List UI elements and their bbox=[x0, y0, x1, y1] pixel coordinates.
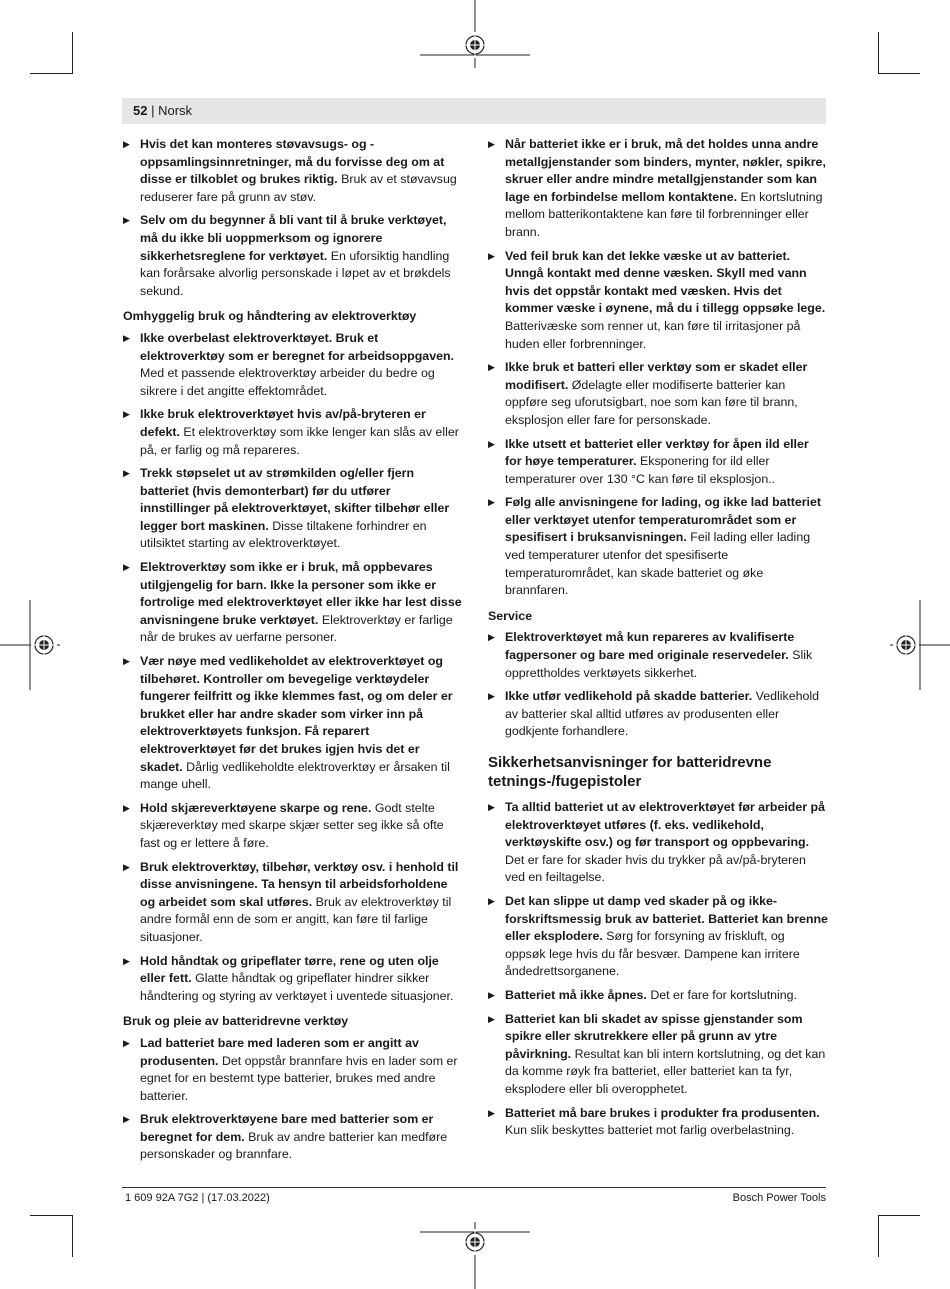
bullet-normal-text: Disse tiltakene forhindrer en utilsiktet starting av elektroverktøyet. bbox=[140, 518, 427, 551]
bullet-normal-text: Kun slik beskyttes batteriet mot farlig overbelastning. bbox=[505, 1123, 795, 1138]
bullet-item bbox=[488, 248, 828, 354]
bullet-normal-text: Feil lading eller lading ved temperaturer utenfor det spesifiserte temperaturområdet, kan skade batteriet og øke brannfaren. bbox=[505, 530, 811, 598]
right-column bbox=[488, 136, 828, 1146]
bullet-item bbox=[123, 800, 463, 853]
section-heading: Service bbox=[488, 608, 533, 623]
bullet-bold-text: Bruk elektroverktøy, tilbehør, verktøy osv. i henhold til disse anvisningene. Ta hensyn til arbeidsforholdene og arbeidet som skal utføres. bbox=[140, 859, 459, 909]
crop-mark bbox=[878, 73, 920, 74]
footer-brand: Bosch Power Tools bbox=[732, 1192, 826, 1204]
page-header bbox=[133, 103, 192, 119]
bullet-bold-text: Hold skjæreverktøyene skarpe og rene. bbox=[140, 800, 372, 815]
bullet-bold-text: Ikke bruk elektroverktøyet hvis av/på-bryteren er defekt. bbox=[140, 407, 426, 439]
bullet-item bbox=[123, 212, 463, 300]
bullet-normal-text: Resultat kan bli intern kortslutning, og det kan da komme røyk fra batteriet, eller batteriet kan ta fyr, eksplodere eller bli overopphetet. bbox=[505, 1046, 826, 1096]
bullet-normal-text: Et elektroverktøy som ikke lenger kan slås av eller på, er farlig og må repareres. bbox=[140, 424, 459, 457]
registration-mark-icon bbox=[0, 600, 70, 690]
bullet-normal-text: Vedlikehold av batterier skal alltid utføres av produsenten eller godkjente forhandlere. bbox=[505, 689, 820, 739]
bullet-item bbox=[488, 629, 828, 682]
bullet-normal-text: Batterivæske som renner ut, kan føre til irritasjoner på huden eller forbrenninger. bbox=[505, 318, 801, 351]
bullet-normal-text: Eksponering for ild eller temperaturer over 130 °C kan føre til eksplosjon.. bbox=[505, 454, 776, 486]
bullet-bold-text: Ikke overbelast elektroverktøyet. Bruk et elektroverktøy som er beregnet for arbeidsoppgaven. bbox=[140, 330, 454, 363]
bullet-item bbox=[123, 406, 463, 459]
bullet-item bbox=[488, 494, 828, 600]
bullet-item bbox=[488, 1011, 828, 1099]
bullet-normal-text: Elektroverktøy er farlige når de brukes av uerfarne personer. bbox=[140, 612, 453, 645]
bullet-bold-text: Ikke bruk et batteri eller verktøy som er skadet eller modifisert. bbox=[505, 360, 808, 392]
bullet-bold-text: Det kan slippe ut damp ved skader på og ikke-forskriftsmessig bruk av batteriet. Batteriet kan brenne eller eksplodere. bbox=[505, 893, 828, 944]
bullet-normal-text: Bruk av elektroverktøy til andre formål enn de som er angitt, kan føre til farlige situasjoner. bbox=[140, 894, 452, 944]
bullet-bold-text: Hold håndtak og gripeflater tørre, rene og uten olje eller fett. bbox=[140, 953, 439, 986]
bullet-item bbox=[488, 987, 828, 1005]
bullet-bold-text: Lad batteriet bare med laderen som er angitt av produsenten. bbox=[140, 1035, 419, 1068]
bullet-normal-text: Det oppstår brannfare hvis en lader som er egnet for en bestemt type batterier, brukes med andre batterier. bbox=[140, 1053, 458, 1103]
bullet-item bbox=[488, 136, 828, 242]
bullet-normal-text: En kortslutning mellom batterikontaktene kan føre til forbrenninger eller brann. bbox=[505, 189, 823, 239]
bullet-normal-text: Slik opprettholdes verktøyets sikkerhet. bbox=[505, 648, 813, 680]
bullet-bold-text: Batteriet kan bli skadet av spisse gjenstander som spikre eller skrutrekkere eller på grunn av ytre påvirkning. bbox=[505, 1011, 803, 1061]
bullet-item bbox=[123, 136, 463, 206]
bullet-normal-text: Det er fare for kortslutning. bbox=[650, 987, 798, 1002]
registration-mark-icon bbox=[420, 0, 530, 80]
crop-mark bbox=[30, 73, 72, 74]
crop-mark bbox=[72, 1215, 73, 1257]
header-separator: | bbox=[147, 103, 159, 118]
bullet-item bbox=[488, 688, 828, 741]
bullet-bold-text: Vær nøye med vedlikeholdet av elektroverktøyet og tilbehøret. Kontroller om bevegelige verktøydeler fungerer feilfritt og ikke klemmes fast, og om deler er brukket eller har andre skader som virker inn på elektroverktøyets funksjon. Få reparert elektroverktøyet før det brukes igjen hvis det er skadet. bbox=[140, 654, 453, 774]
bullet-normal-text: Det er fare for skader hvis du trykker på av/på-bryteren ved en feiltagelse. bbox=[505, 852, 806, 885]
bullet-item bbox=[488, 893, 828, 981]
page-number: 52 bbox=[133, 103, 148, 118]
bullet-normal-text: Dårlig vedlikeholdte elektroverktøy er årsaken til mange uhell. bbox=[140, 759, 450, 792]
bullet-item bbox=[123, 653, 463, 794]
bullet-item bbox=[123, 559, 463, 647]
bullet-item bbox=[123, 1035, 463, 1105]
left-column bbox=[123, 136, 463, 1170]
bullet-item bbox=[488, 799, 828, 887]
bullet-bold-text: Ved feil bruk kan det lekke væske ut av batteriet. Unngå kontakt med denne væsken. Skyll med vann hvis det oppstår kontakt med væsken. Hvis det kommer væske i øynene, må du i tillegg oppsøke lege. bbox=[505, 248, 826, 316]
bullet-item bbox=[488, 359, 828, 429]
bullet-normal-text: Bruk av et støvavsug reduserer fare på grunn av støv. bbox=[140, 172, 457, 204]
bullet-normal-text: Ødelagte eller modifiserte batterier kan oppføre seg uforutsigbart, noe som kan føre til brann, eksplosjon eller fare for personskade. bbox=[505, 377, 798, 427]
bullet-bold-text: Ta alltid batteriet ut av elektroverktøyet før arbeider på elektroverktøyet utføres (f. eks. vedlikehold, verktøyskifte osv.) og før transport og oppbevaring. bbox=[505, 800, 825, 850]
bullet-bold-text: Følg alle anvisningene for lading, og ikke lad batteriet eller verktøyet utenfor temperaturområdet som er spesifisert i bruksanvisningen. bbox=[505, 495, 822, 545]
bullet-item bbox=[123, 1111, 463, 1164]
bullet-bold-text: Ikke utsett et batteriet eller verktøy for åpen ild eller for høye temperaturer. bbox=[505, 436, 809, 469]
bullet-bold-text: Trekk støpselet ut av strømkilden og/eller fjern batteriet (hvis demonterbart) før du utfører innstillinger på elektroverktøyet, skifter tilbehør eller legger bort maskinen. bbox=[140, 466, 450, 533]
bullet-normal-text: En uforsiktig handling kan forårsake alvorlig personskade i løpet av et brøkdels sekund. bbox=[140, 248, 451, 298]
section-heading: Omhyggelig bruk og håndtering av elektroverktøy bbox=[123, 309, 417, 324]
bullet-bold-text: Ikke utfør vedlikehold på skadde batterier. bbox=[505, 689, 753, 704]
bullet-item bbox=[488, 1105, 828, 1140]
crop-mark bbox=[878, 1215, 879, 1257]
footer-divider bbox=[122, 1187, 826, 1188]
bullet-bold-text: Selv om du begynner å bli vant til å bruke verktøyet, må du ikke bli uoppmerksom og ignorere sikkerhetsreglene for verktøyet. bbox=[140, 213, 447, 263]
bullet-normal-text: Sørg for forsyning av friskluft, og oppsøk lege hvis du får besvær. Dampene kan irritere åndedrettsorganene. bbox=[505, 929, 800, 979]
footer-document-id: 1 609 92A 7G2 | (17.03.2022) bbox=[125, 1192, 270, 1204]
bullet-bold-text: Elektroverktøyet må kun repareres av kvalifiserte fagpersoner og bare med originale reservedeler. bbox=[505, 630, 795, 663]
bullet-normal-text: Glatte håndtak og gripeflater hindrer sikker håndtering og styring av verktøyet i uventede situasjoner. bbox=[140, 971, 454, 1003]
bullet-item bbox=[123, 953, 463, 1006]
bullet-bold-text: Batteriet må bare brukes i produkter fra produsenten. bbox=[505, 1105, 820, 1120]
bullet-bold-text: Hvis det kan monteres støvavsugs- og -oppsamlingsinnretninger, må du forvisse deg om at disse er tilkoblet og brukes riktig. bbox=[140, 137, 445, 187]
bullet-item bbox=[488, 436, 828, 489]
crop-mark bbox=[878, 1215, 920, 1216]
chapter-heading: Sikkerhetsanvisninger for batteridrevne tetnings-/fugepistoler bbox=[488, 754, 772, 790]
bullet-normal-text: Bruk av andre batterier kan medføre personskader og brannfare. bbox=[140, 1129, 448, 1162]
bullet-item bbox=[123, 330, 463, 400]
bullet-item bbox=[123, 465, 463, 553]
bullet-bold-text: Når batteriet ikke er i bruk, må det holdes unna andre metallgjenstander som binders, mynter, nøkler, spikre, skruer eller andre mindre metallgjenstander som kan lage en forbindelse mellom kontaktene. bbox=[505, 137, 826, 204]
registration-mark-icon bbox=[880, 600, 950, 690]
header-language: Norsk bbox=[158, 103, 193, 118]
bullet-item bbox=[123, 859, 463, 947]
header-bar bbox=[122, 98, 826, 124]
crop-mark bbox=[30, 1215, 72, 1216]
crop-mark bbox=[72, 32, 73, 74]
section-heading: Bruk og pleie av batteridrevne verktøy bbox=[123, 1014, 349, 1029]
bullet-normal-text: Med et passende elektroverktøy arbeider du bedre og sikrere i det angitte effektområdet. bbox=[140, 366, 435, 398]
registration-mark-icon bbox=[420, 1222, 530, 1289]
bullet-normal-text: Godt stelte skjæreverktøy med skarpe skjær setter seg ikke så ofte fast og er lettere å føre. bbox=[140, 800, 444, 850]
crop-mark bbox=[878, 32, 879, 74]
bullet-bold-text: Elektroverktøy som ikke er i bruk, må oppbevares utilgjengelig for barn. Ikke la personer som ikke er fortrolige med elektroverktøyet eller ikke har lest disse anvisningene bruke verktøyet. bbox=[140, 560, 462, 627]
bullet-bold-text: Bruk elektroverktøyene bare med batterier som er beregnet for dem. bbox=[140, 1112, 434, 1144]
bullet-bold-text: Batteriet må ikke åpnes. bbox=[505, 987, 647, 1002]
